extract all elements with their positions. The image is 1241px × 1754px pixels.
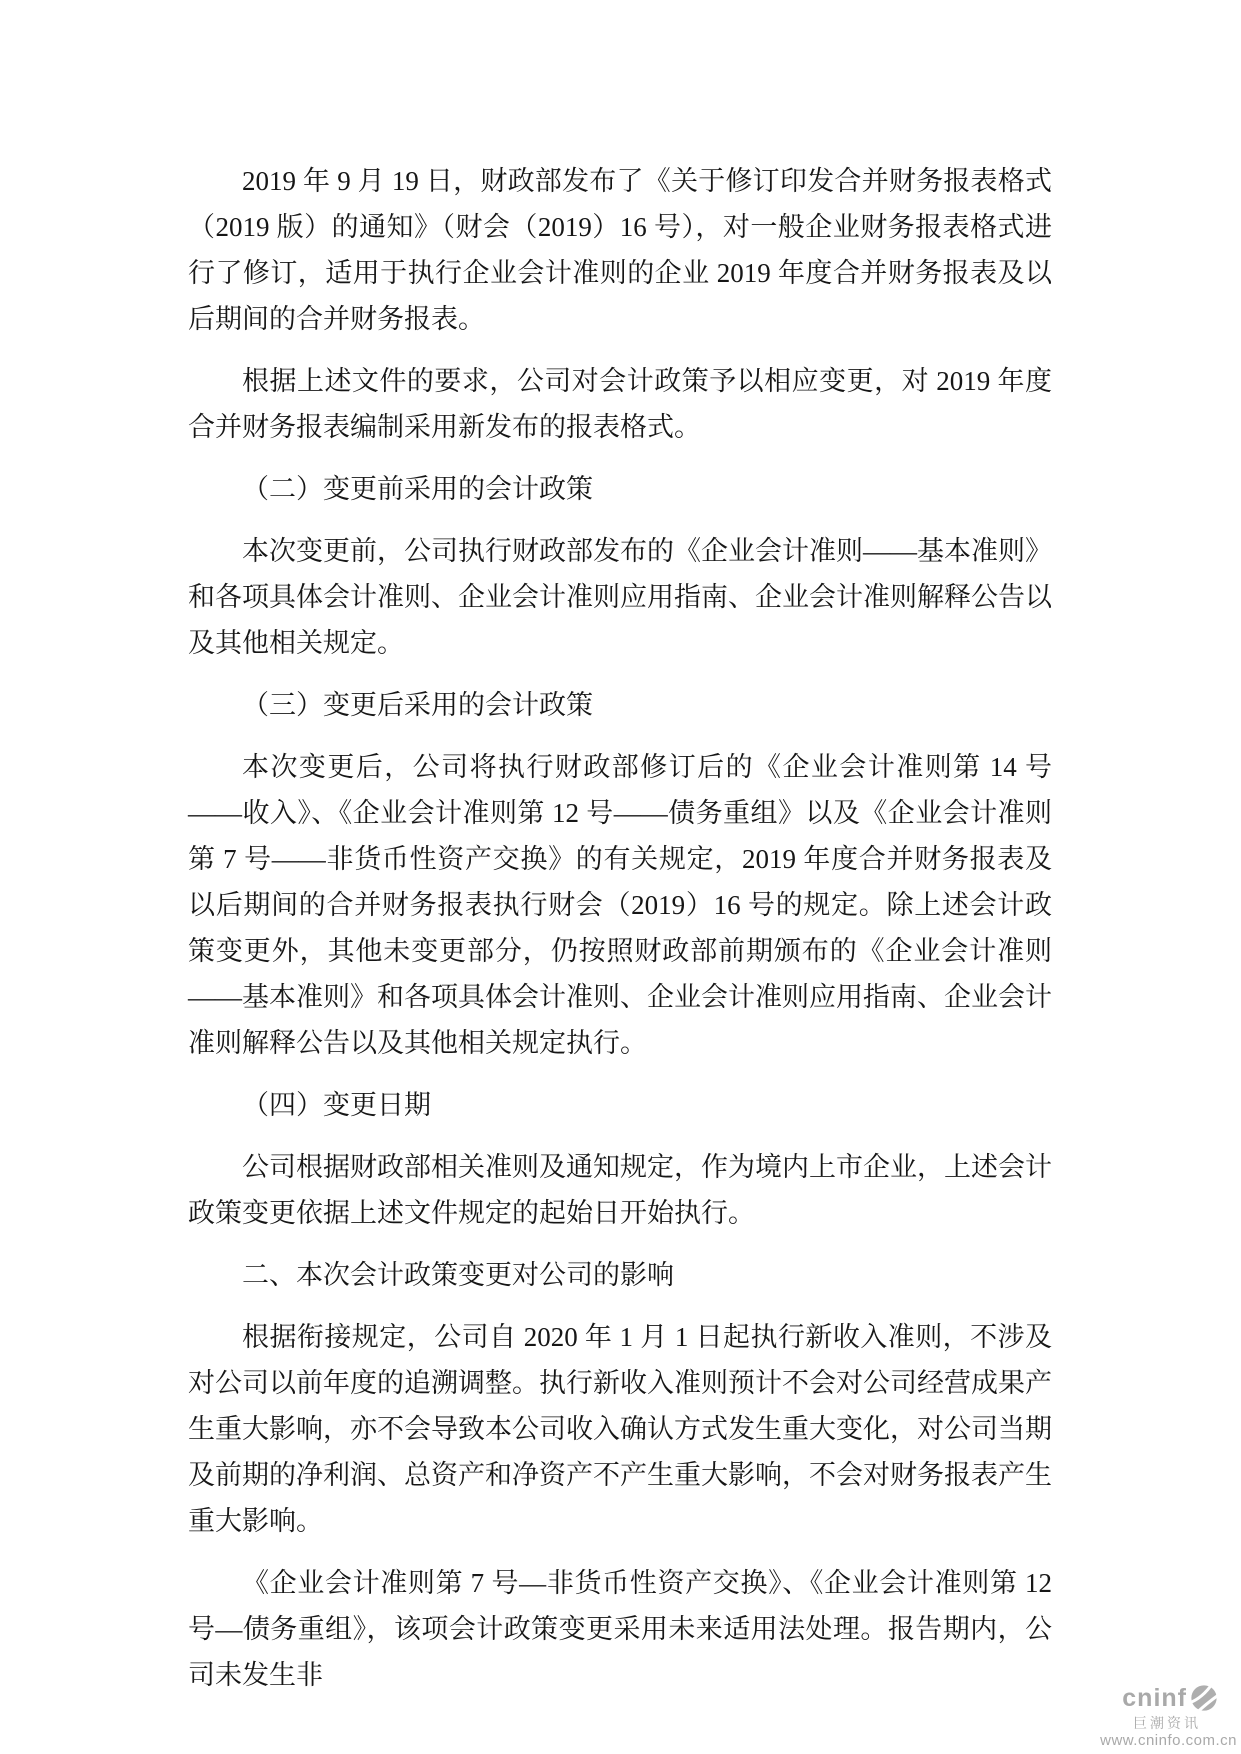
heading-impact-on-company: 二、本次会计政策变更对公司的影响 bbox=[242, 1260, 674, 1290]
paragraph-policy-change-adoption: 根据上述文件的要求，公司对会计政策予以相应变更，对 2019 年度合并财务报表编制采用新发布的报表格式。 bbox=[188, 366, 1052, 442]
paragraph-future-application-method: 《企业会计准则第 7 号—非货币性资产交换》、《企业会计准则第 12 号—债务重组》，该项会计政策变更采用未来适用法处理。报告期内，公司未发生非 bbox=[188, 1568, 1052, 1690]
paragraph-change-date-detail: 公司根据财政部相关准则及通知规定，作为境内上市企业，上述会计政策变更依据上述文件规定的起始日开始执行。 bbox=[188, 1152, 1052, 1228]
paragraph-post-change-policy-detail: 本次变更后，公司将执行财政部修订后的《企业会计准则第 14 号——收入》、《企业会计准则第 12 号——债务重组》以及《企业会计准则第 7 号——非货币性资产交换》的有关规定，2019 年度合并财务报表及以后期间的合并财务报表执行财会（2019）16 号的规定。除上述会计政策变更外，其他未变更部分，仍按照财政部前期颁布的《企业会计准则——基本准则》和各项具体会计准则、企业会计准则应用指南、企业会计准则解释公告以及其他相关规定执行。 bbox=[188, 752, 1052, 1058]
paragraph-impact-detail: 根据衔接规定，公司自 2020 年 1 月 1 日起执行新收入准则，不涉及对公司以前年度的追溯调整。执行新收入准则预计不会对公司经营成果产生重大影响，亦不会导致本公司收入确认方式发生重大变化，对公司当期及前期的净利润、总资产和净资产不产生重大影响，不会对财务报表产生重大影响。 bbox=[188, 1322, 1052, 1536]
cninfo-logo-text: cninf bbox=[1122, 1683, 1187, 1712]
cninfo-watermark bbox=[1100, 1683, 1237, 1748]
paragraph-mof-notice-2019: 2019 年 9 月 19 日，财政部发布了《关于修订印发合并财务报表格式（2019 版）的通知》（财会（2019）16 号），对一般企业财务报表格式进行了修订，适用于执行企业会计准则的企业 2019 年度合并财务报表及以后期间的合并财务报表。 bbox=[188, 166, 1052, 334]
paragraph-pre-change-policy-detail: 本次变更前，公司执行财政部发布的《企业会计准则——基本准则》和各项具体会计准则、企业会计准则应用指南、企业会计准则解释公告以及其他相关规定。 bbox=[188, 536, 1052, 658]
heading-post-change-policy: （三）变更后采用的会计政策 bbox=[242, 690, 593, 720]
cninfo-swoosh-icon bbox=[1189, 1683, 1219, 1713]
heading-pre-change-policy: （二）变更前采用的会计政策 bbox=[242, 474, 593, 504]
heading-change-date: （四）变更日期 bbox=[242, 1090, 431, 1120]
document-body bbox=[188, 158, 1052, 1714]
cninfo-url: www.cninfo.com.cn bbox=[1100, 1732, 1237, 1749]
cninfo-chinese-name: 巨潮资讯 bbox=[1133, 1715, 1201, 1731]
cninfo-logo-row bbox=[1100, 1683, 1219, 1713]
